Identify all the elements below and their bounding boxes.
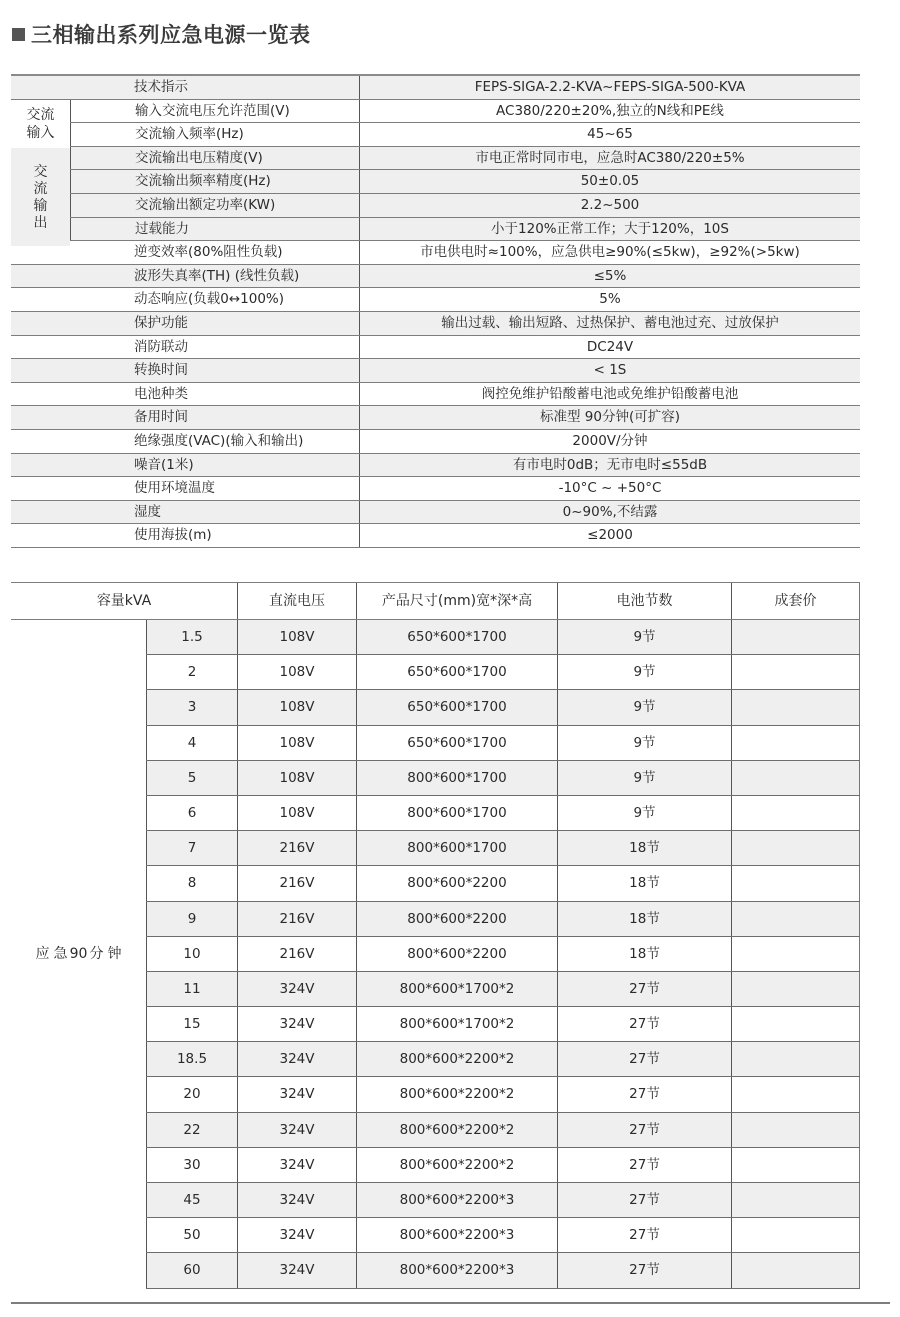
col-header-size: 产品尺寸(mm)宽*深*高 xyxy=(357,583,558,619)
cell-capacity: 10 xyxy=(146,937,238,971)
spec-row-label: 动态响应(负载0↔100%) xyxy=(11,288,360,311)
cell-battery-cells: 18节 xyxy=(558,902,732,936)
square-bullet-icon xyxy=(12,28,25,41)
cell-price xyxy=(732,690,860,724)
cell-capacity: 20 xyxy=(146,1077,238,1111)
cell-dc-voltage: 324V xyxy=(238,1253,357,1287)
product-row xyxy=(146,937,860,972)
side-label-emergency-90min xyxy=(11,620,146,1289)
cell-size: 800*600*2200*3 xyxy=(357,1218,558,1252)
cell-capacity: 2 xyxy=(146,655,238,689)
cell-capacity: 4 xyxy=(146,726,238,760)
group-ac-output-label: 交流输出 xyxy=(33,163,48,231)
cell-size: 800*600*2200 xyxy=(357,866,558,900)
cell-capacity: 3 xyxy=(146,690,238,724)
spec-row-value: < 1S xyxy=(593,362,627,379)
cell-capacity: 6 xyxy=(146,796,238,830)
cell-capacity: 15 xyxy=(146,1007,238,1041)
cell-capacity: 50 xyxy=(146,1218,238,1252)
cell-dc-voltage: 216V xyxy=(238,831,357,865)
cell-price xyxy=(732,655,860,689)
spec-row-value: 标准型 90分钟(可扩容) xyxy=(539,409,680,426)
cell-battery-cells: 18节 xyxy=(558,937,732,971)
product-row xyxy=(146,1007,860,1042)
spec-row-label: 绝缘强度(VAC)(输入和输出) xyxy=(11,430,360,453)
cell-price xyxy=(732,1077,860,1111)
spec-row xyxy=(11,312,860,336)
spec-row-value: 有市电时0dB；无市电时≤55dB xyxy=(512,456,708,473)
cell-size: 800*600*1700*2 xyxy=(357,972,558,1006)
spec-row-label: 逆变效率(80%阻性负载) xyxy=(11,241,360,264)
cell-dc-voltage: 324V xyxy=(238,1218,357,1252)
spec-row xyxy=(11,100,860,124)
cell-capacity: 7 xyxy=(146,831,238,865)
spec-row-label: 交流输出额定功率(KW) xyxy=(70,194,360,217)
spec-row xyxy=(11,430,860,454)
spec-row-label: 消防联动 xyxy=(11,336,360,359)
cell-price xyxy=(732,866,860,900)
cell-battery-cells: 27节 xyxy=(558,1042,732,1076)
page-title xyxy=(12,18,311,50)
spec-row-value: 阀控免维护铅酸蓄电池或免维护铅酸蓄电池 xyxy=(481,385,739,402)
cell-capacity: 1.5 xyxy=(146,620,238,654)
cell-battery-cells: 18节 xyxy=(558,831,732,865)
cell-dc-voltage: 108V xyxy=(238,761,357,795)
cell-battery-cells: 9节 xyxy=(558,796,732,830)
cell-dc-voltage: 108V xyxy=(238,796,357,830)
cell-price xyxy=(732,1183,860,1217)
cell-battery-cells: 9节 xyxy=(558,761,732,795)
cell-size: 800*600*1700 xyxy=(357,761,558,795)
cell-battery-cells: 27节 xyxy=(558,1113,732,1147)
spec-row xyxy=(11,454,860,478)
product-row xyxy=(146,655,860,690)
spec-row-value: 2.2~500 xyxy=(580,196,640,213)
cell-dc-voltage: 324V xyxy=(238,1148,357,1182)
product-row xyxy=(146,1183,860,1218)
cell-size: 650*600*1700 xyxy=(357,726,558,760)
cell-capacity: 8 xyxy=(146,866,238,900)
cell-capacity: 30 xyxy=(146,1148,238,1182)
spec-row-value: -10°C ~ +50°C xyxy=(558,480,662,497)
spec-row-label: 使用环境温度 xyxy=(11,477,360,500)
side-label-char: 分 xyxy=(89,945,104,962)
cell-dc-voltage: 324V xyxy=(238,1113,357,1147)
spec-row-label: 电池种类 xyxy=(11,383,360,406)
cell-dc-voltage: 216V xyxy=(238,902,357,936)
product-row xyxy=(146,1042,860,1077)
spec-row-label: 交流输出频率精度(Hz) xyxy=(70,170,360,193)
spec-row-value: 2000V/分钟 xyxy=(572,432,648,449)
product-header-row xyxy=(11,582,860,620)
cell-dc-voltage: 324V xyxy=(238,1183,357,1217)
cell-battery-cells: 27节 xyxy=(558,1077,732,1111)
page-title-text: 三相输出系列应急电源一览表 xyxy=(31,23,311,47)
product-row xyxy=(146,1113,860,1148)
product-row xyxy=(146,866,860,901)
cell-capacity: 45 xyxy=(146,1183,238,1217)
product-row xyxy=(146,972,860,1007)
cell-dc-voltage: 324V xyxy=(238,972,357,1006)
cell-capacity: 5 xyxy=(146,761,238,795)
cell-battery-cells: 27节 xyxy=(558,1007,732,1041)
spec-row-value: 5% xyxy=(599,291,621,308)
cell-size: 650*600*1700 xyxy=(357,655,558,689)
cell-price xyxy=(732,1007,860,1041)
cell-capacity: 18.5 xyxy=(146,1042,238,1076)
col-header-capacity: 容量kVA xyxy=(11,583,238,619)
product-table xyxy=(11,582,860,1289)
cell-capacity: 60 xyxy=(146,1253,238,1287)
spec-row-value: 0~90%,不结露 xyxy=(562,503,658,520)
spec-row xyxy=(11,194,860,218)
spec-row-value: 45~65 xyxy=(587,126,633,143)
cell-battery-cells: 18节 xyxy=(558,866,732,900)
spec-table xyxy=(11,74,860,548)
spec-row-value: 市电供电时≈100%，应急供电≥90%(≤5kw)，≥92%(>5kw) xyxy=(420,244,800,261)
spec-header-label: 技术指示 xyxy=(11,76,360,99)
cell-size: 800*600*2200*3 xyxy=(357,1253,558,1287)
spec-row-value: AC380/220±20%,独立的N线和PE线 xyxy=(496,102,724,119)
cell-dc-voltage: 108V xyxy=(238,655,357,689)
col-header-battery-cells: 电池节数 xyxy=(558,583,732,619)
spec-row xyxy=(11,477,860,501)
product-table-body xyxy=(11,620,860,1289)
cell-size: 800*600*2200*2 xyxy=(357,1148,558,1182)
spec-row-value: 50±0.05 xyxy=(580,173,640,190)
cell-size: 800*600*2200*2 xyxy=(357,1113,558,1147)
spec-row-label: 噪音(1米) xyxy=(11,454,360,477)
cell-size: 800*600*1700*2 xyxy=(357,1007,558,1041)
cell-size: 650*600*1700 xyxy=(357,620,558,654)
cell-battery-cells: 27节 xyxy=(558,972,732,1006)
cell-battery-cells: 27节 xyxy=(558,1183,732,1217)
spec-header-value: FEPS-SIGA-2.2-KVA~FEPS-SIGA-500-KVA xyxy=(474,79,746,95)
cell-battery-cells: 27节 xyxy=(558,1218,732,1252)
cell-battery-cells: 9节 xyxy=(558,726,732,760)
cell-size: 800*600*1700 xyxy=(357,831,558,865)
spec-row-value: ≤5% xyxy=(593,267,627,284)
cell-size: 800*600*2200 xyxy=(357,902,558,936)
spec-row-label: 输入交流电压允许范围(V) xyxy=(70,100,360,123)
cell-dc-voltage: 216V xyxy=(238,866,357,900)
bottom-rule xyxy=(11,1302,890,1304)
cell-price xyxy=(732,902,860,936)
cell-price xyxy=(732,1253,860,1287)
cell-dc-voltage: 324V xyxy=(238,1007,357,1041)
cell-size: 800*600*2200*2 xyxy=(357,1077,558,1111)
spec-row-value: ≤2000 xyxy=(587,527,633,544)
cell-price xyxy=(732,1113,860,1147)
cell-capacity: 11 xyxy=(146,972,238,1006)
side-label-char: 钟 xyxy=(107,945,122,962)
cell-price xyxy=(732,1148,860,1182)
spec-row-label: 交流输入频率(Hz) xyxy=(70,123,360,146)
cell-price xyxy=(732,831,860,865)
spec-row xyxy=(11,406,860,430)
spec-row-value: 输出过载、输出短路、过热保护、蓄电池过充、过放保护 xyxy=(441,314,779,331)
cell-price xyxy=(732,620,860,654)
product-row xyxy=(146,1218,860,1253)
cell-size: 650*600*1700 xyxy=(357,690,558,724)
cell-capacity: 9 xyxy=(146,902,238,936)
side-label-char: 90 xyxy=(69,945,88,962)
product-row xyxy=(146,831,860,866)
cell-price xyxy=(732,726,860,760)
spec-row-value: 市电正常时同市电，应急时AC380/220±5% xyxy=(475,149,745,166)
col-header-price: 成套价 xyxy=(732,583,860,619)
spec-row-label: 过载能力 xyxy=(70,218,360,241)
cell-price xyxy=(732,937,860,971)
cell-price xyxy=(732,1042,860,1076)
cell-dc-voltage: 108V xyxy=(238,690,357,724)
side-label-char: 急 xyxy=(53,945,68,962)
cell-size: 800*600*2200 xyxy=(357,937,558,971)
cell-battery-cells: 27节 xyxy=(558,1148,732,1182)
cell-capacity: 22 xyxy=(146,1113,238,1147)
product-row xyxy=(146,796,860,831)
spec-row xyxy=(11,501,860,525)
spec-row xyxy=(11,265,860,289)
cell-price xyxy=(732,972,860,1006)
cell-battery-cells: 9节 xyxy=(558,620,732,654)
spec-row xyxy=(11,123,860,147)
product-row xyxy=(146,1253,860,1288)
cell-size: 800*600*1700 xyxy=(357,796,558,830)
spec-row xyxy=(11,241,860,265)
col-header-dc-voltage: 直流电压 xyxy=(238,583,357,619)
cell-battery-cells: 9节 xyxy=(558,690,732,724)
cell-price xyxy=(732,796,860,830)
cell-dc-voltage: 108V xyxy=(238,620,357,654)
cell-dc-voltage: 216V xyxy=(238,937,357,971)
group-ac-input-label: 交流输入 xyxy=(26,107,55,141)
product-row xyxy=(146,620,860,655)
cell-dc-voltage: 324V xyxy=(238,1077,357,1111)
product-row xyxy=(146,761,860,796)
spec-row-label: 湿度 xyxy=(11,501,360,524)
spec-row-label: 保护功能 xyxy=(11,312,360,335)
group-ac-output xyxy=(11,149,70,246)
cell-battery-cells: 27节 xyxy=(558,1253,732,1287)
product-row xyxy=(146,1148,860,1183)
spec-row xyxy=(11,147,860,171)
spec-row-label: 波形失真率(TH) (线性负载) xyxy=(11,265,360,288)
spec-row-value: 小于120%正常工作；大于120%，10S xyxy=(491,220,729,237)
spec-row-label: 转换时间 xyxy=(11,359,360,382)
cell-battery-cells: 9节 xyxy=(558,655,732,689)
cell-dc-voltage: 108V xyxy=(238,726,357,760)
spec-row xyxy=(11,359,860,383)
spec-row-label: 使用海拔(m) xyxy=(11,524,360,547)
product-row xyxy=(146,902,860,937)
spec-row xyxy=(11,170,860,194)
cell-dc-voltage: 324V xyxy=(238,1042,357,1076)
cell-price xyxy=(732,1218,860,1252)
product-row xyxy=(146,690,860,725)
spec-row-value: DC24V xyxy=(586,338,634,355)
spec-row xyxy=(11,218,860,242)
product-row xyxy=(146,1077,860,1112)
spec-row xyxy=(11,524,860,548)
spec-row-label: 备用时间 xyxy=(11,406,360,429)
spec-row xyxy=(11,383,860,407)
group-ac-input xyxy=(11,100,70,148)
spec-row xyxy=(11,336,860,360)
cell-size: 800*600*2200*2 xyxy=(357,1042,558,1076)
spec-row xyxy=(11,288,860,312)
spec-header-row xyxy=(11,76,860,100)
cell-price xyxy=(732,761,860,795)
spec-row-label: 交流输出电压精度(V) xyxy=(70,147,360,170)
side-label-char: 应 xyxy=(35,945,50,962)
product-row xyxy=(146,726,860,761)
cell-size: 800*600*2200*3 xyxy=(357,1183,558,1217)
